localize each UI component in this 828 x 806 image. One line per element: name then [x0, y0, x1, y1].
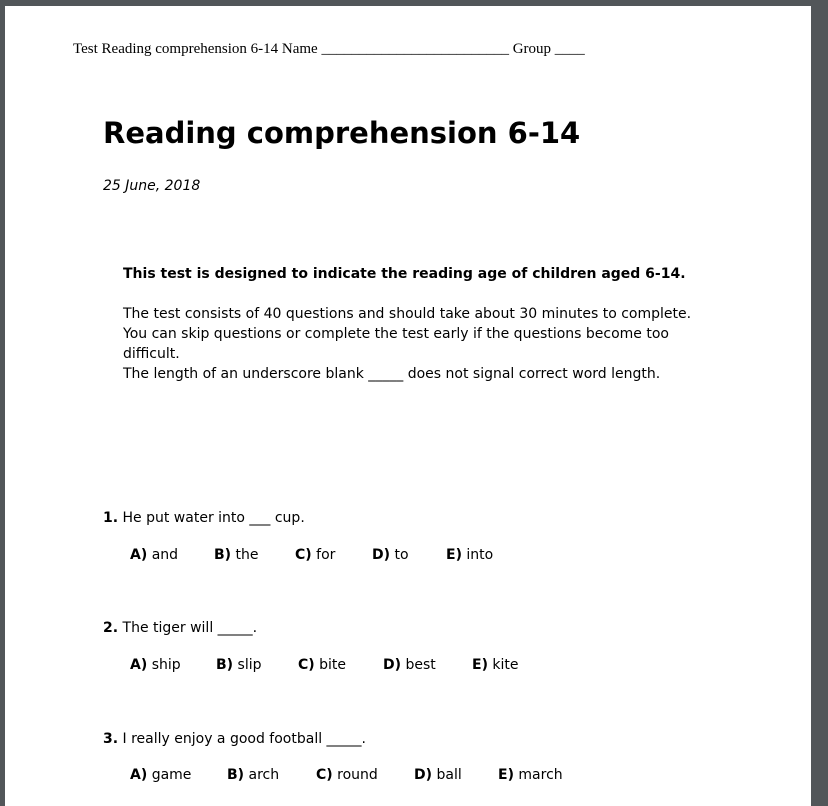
intro-line-duration: The test consists of 40 questions and should take about 30 minutes to complete.: [123, 306, 692, 322]
option-letter: A): [130, 657, 148, 673]
option-text: arch: [248, 767, 280, 783]
question-2-prompt: [103, 620, 257, 636]
option-letter: D): [383, 657, 402, 673]
question-3-option-c[interactable]: [316, 767, 378, 783]
option-text: and: [151, 547, 179, 563]
intro-line-blank-note: The length of an underscore blank _____ does not signal correct word length.: [123, 366, 661, 382]
question-1-option-a[interactable]: [130, 547, 178, 563]
document-date: 25 June, 2018: [103, 178, 201, 194]
question-2-option-d[interactable]: [383, 657, 436, 673]
intro-heading: This test is designed to indicate the reading age of children aged 6-14.: [123, 266, 686, 282]
running-header: Test Reading comprehension 6-14 Name _________________________ Group ____: [73, 41, 585, 57]
option-letter: B): [216, 657, 234, 673]
question-text: He put water into ___ cup.: [122, 510, 305, 526]
document-page: [5, 6, 811, 806]
question-2-option-b[interactable]: [216, 657, 262, 673]
question-3-prompt: [103, 731, 366, 747]
question-3-option-e[interactable]: [498, 767, 563, 783]
option-letter: A): [130, 767, 148, 783]
page-title: Reading comprehension 6-14: [103, 116, 581, 150]
question-1-option-d[interactable]: [372, 547, 409, 563]
option-letter: E): [472, 657, 488, 673]
option-letter: B): [214, 547, 232, 563]
option-text: kite: [492, 657, 519, 673]
question-2-option-e[interactable]: [472, 657, 519, 673]
option-letter: C): [316, 767, 333, 783]
option-letter: D): [414, 767, 433, 783]
question-text: I really enjoy a good football _____.: [122, 731, 367, 747]
option-text: march: [518, 767, 563, 783]
option-letter: E): [446, 547, 462, 563]
option-text: to: [394, 547, 409, 563]
option-text: ball: [436, 767, 462, 783]
option-letter: C): [295, 547, 312, 563]
option-letter: D): [372, 547, 391, 563]
option-text: bite: [319, 657, 347, 673]
question-2-option-a[interactable]: [130, 657, 181, 673]
option-text: best: [405, 657, 436, 673]
option-letter: E): [498, 767, 514, 783]
question-3-option-d[interactable]: [414, 767, 462, 783]
option-text: slip: [237, 657, 262, 673]
option-letter: C): [298, 657, 315, 673]
intro-line-skip: You can skip questions or complete the test early if the questions become too difficult.: [123, 326, 669, 362]
intro-block: [123, 264, 693, 384]
option-text: game: [151, 767, 192, 783]
option-text: for: [316, 547, 336, 563]
question-1-option-e[interactable]: [446, 547, 493, 563]
option-letter: A): [130, 547, 148, 563]
question-3-option-a[interactable]: [130, 767, 191, 783]
option-text: into: [466, 547, 494, 563]
question-2-option-c[interactable]: [298, 657, 346, 673]
question-text: The tiger will _____.: [122, 620, 258, 636]
question-number: 1.: [103, 510, 119, 526]
option-letter: B): [227, 767, 245, 783]
question-3-option-b[interactable]: [227, 767, 279, 783]
question-number: 3.: [103, 731, 119, 747]
option-text: round: [337, 767, 378, 783]
option-text: ship: [151, 657, 181, 673]
question-1-option-c[interactable]: [295, 547, 335, 563]
question-number: 2.: [103, 620, 119, 636]
question-1-option-b[interactable]: [214, 547, 259, 563]
option-text: the: [235, 547, 259, 563]
question-1-prompt: [103, 510, 305, 526]
